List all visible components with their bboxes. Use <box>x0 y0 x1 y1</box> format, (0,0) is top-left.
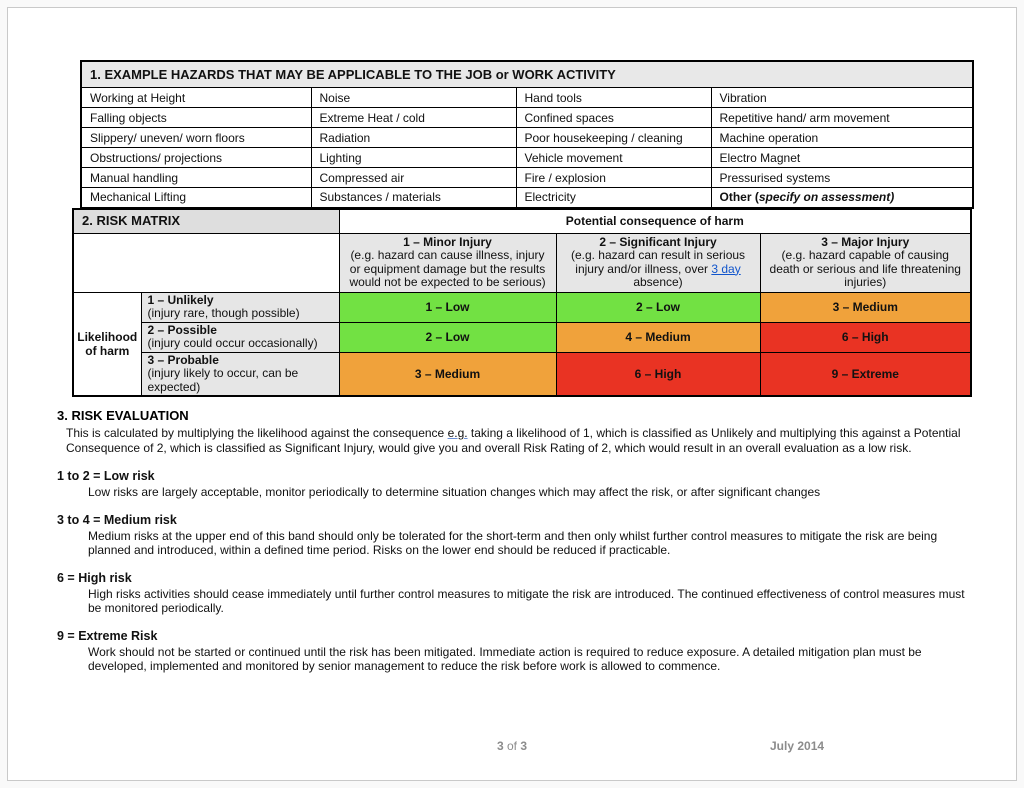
consequence-header: Potential consequence of harm <box>339 209 971 233</box>
hazard-cell: Electricity <box>516 188 711 208</box>
eg-link[interactable]: e.g. <box>447 426 468 440</box>
risk-evaluation-section <box>57 408 973 687</box>
page-number-indicator: 3 of 3 <box>496 739 528 753</box>
risk-band-body: Work should not be started or continued until the risk has been mitigated. Immediate action is required to reduce exposure. A detailed mitigation plan must be developed, implemented and monitored by senior management to reduce the risk before work is allowed to commence. <box>88 644 922 673</box>
risk-band-low <box>57 469 973 500</box>
hazard-cell: Electro Magnet <box>711 148 973 168</box>
page-footer <box>8 739 1016 759</box>
risk-evaluation-title: 3. RISK EVALUATION <box>57 408 189 423</box>
consequence-desc: (e.g. hazard can cause illness, injury or equipment damage but the results would not be expected to be serious) <box>349 248 546 289</box>
risk-band-high <box>57 571 973 616</box>
risk-band-medium <box>57 513 973 558</box>
risk-cell-2-low: 2 – Low <box>556 292 760 322</box>
three-day-link[interactable]: 3 day <box>711 261 741 276</box>
hazard-cell-other <box>711 188 973 208</box>
hazard-cell: Radiation <box>311 128 516 148</box>
risk-band-title: 6 = High risk <box>57 570 132 585</box>
hazard-cell: Vibration <box>711 88 973 108</box>
consequence-col-minor <box>339 233 556 292</box>
likelihood-possible: 2 – Possible (injury could occur occasionally) <box>141 322 339 352</box>
hazard-cell: Pressurised systems <box>711 168 973 188</box>
other-label-italic: specify on assessment) <box>758 190 895 205</box>
risk-cell-6-high: 6 – High <box>556 352 760 396</box>
hazard-cell: Obstructions/ projections <box>81 148 311 168</box>
hazard-cell: Manual handling <box>81 168 311 188</box>
hazard-cell: Repetitive hand/ arm movement <box>711 108 973 128</box>
table-row <box>81 128 973 148</box>
hazard-cell: Compressed air <box>311 168 516 188</box>
consequence-title: 1 – Minor Injury <box>403 234 492 249</box>
risk-band-extreme <box>57 629 973 674</box>
risk-band-title: 3 to 4 = Medium risk <box>57 512 177 527</box>
risk-band-title: 9 = Extreme Risk <box>57 628 158 643</box>
likelihood-unlikely: 1 – Unlikely (injury rare, though possible) <box>141 292 339 322</box>
risk-cell-6-high: 6 – High <box>760 322 971 352</box>
hazard-cell: Working at Height <box>81 88 311 108</box>
hazard-cell: Hand tools <box>516 88 711 108</box>
likelihood-probable: 3 – Probable (injury likely to occur, can be expected) <box>141 352 339 396</box>
risk-band-body: Low risks are largely acceptable, monitor periodically to determine situation changes which may affect the risk, or after significant changes <box>88 485 821 499</box>
matrix-blank-cell <box>73 233 339 292</box>
consequence-desc: (e.g. hazard can result in serious injury and/or illness, over 3 day absence) <box>570 248 746 289</box>
risk-cell-1-low: 1 – Low <box>339 292 556 322</box>
risk-matrix-title: 2. RISK MATRIX <box>73 209 339 233</box>
table-row <box>81 88 973 108</box>
consequence-title: 3 – Major Injury <box>821 234 910 249</box>
hazard-cell: Poor housekeeping / cleaning <box>516 128 711 148</box>
hazard-cell: Vehicle movement <box>516 148 711 168</box>
hazard-cell: Fire / explosion <box>516 168 711 188</box>
risk-matrix-table <box>72 208 972 397</box>
hazard-cell: Noise <box>311 88 516 108</box>
hazards-table <box>80 60 974 209</box>
risk-band-body: High risks activities should cease immediately until further control measures to mitigate the risk are introduced. The continued effectiveness of control measures must be monitored periodically. <box>88 586 965 615</box>
risk-cell-3-medium: 3 – Medium <box>760 292 971 322</box>
risk-cell-2-low: 2 – Low <box>339 322 556 352</box>
consequence-col-major <box>760 233 971 292</box>
table-row <box>81 168 973 188</box>
risk-band-body: Medium risks at the upper end of this band should only be tolerated for the short-term and then only whilst further control measures to mitigate the risk are being planned and introduced, within a defined time period. Risks on the lower end should be reduced if practicable. <box>88 528 938 557</box>
table-row <box>81 148 973 168</box>
hazard-cell: Machine operation <box>711 128 973 148</box>
table-row <box>81 108 973 128</box>
hazards-table-title: 1. EXAMPLE HAZARDS THAT MAY BE APPLICABLE TO THE JOB or WORK ACTIVITY <box>81 61 973 88</box>
hazard-cell: Lighting <box>311 148 516 168</box>
table-row <box>81 188 973 208</box>
risk-evaluation-intro: This is calculated by multiplying the likelihood against the consequence e.g. taking a likelihood of 1, which is classified as Unlikely and multiplying this against a Potential Consequence of 2, which is classified as Significant Injury, would give you and overall Risk Rating of 2, which would result in an overall evaluation as a low risk. <box>66 426 961 455</box>
hazard-cell: Falling objects <box>81 108 311 128</box>
risk-cell-4-medium: 4 – Medium <box>556 322 760 352</box>
risk-band-title: 1 to 2 = Low risk <box>57 469 155 483</box>
hazard-cell: Mechanical Lifting <box>81 188 311 208</box>
hazard-cell: Slippery/ uneven/ worn floors <box>81 128 311 148</box>
risk-cell-3-medium: 3 – Medium <box>339 352 556 396</box>
consequence-title: 2 – Significant Injury <box>599 234 717 249</box>
hazard-cell: Extreme Heat / cold <box>311 108 516 128</box>
hazard-cell: Substances / materials <box>311 188 516 208</box>
risk-cell-9-extreme: 9 – Extreme <box>760 352 971 396</box>
document-page <box>7 7 1017 781</box>
consequence-col-significant <box>556 233 760 292</box>
other-label: Other ( <box>719 190 759 205</box>
likelihood-axis-label: Likelihood of harm <box>73 292 141 396</box>
consequence-desc: (e.g. hazard capable of causing death or serious and life threatening injuries) <box>769 248 961 289</box>
footer-date: July 2014 <box>770 739 825 753</box>
hazard-cell: Confined spaces <box>516 108 711 128</box>
